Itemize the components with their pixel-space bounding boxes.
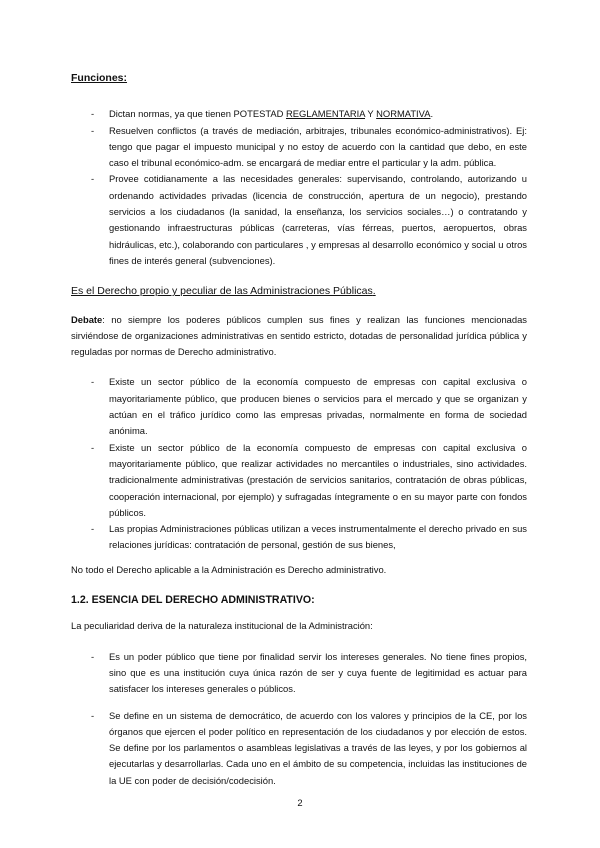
item-text: . (430, 108, 434, 120)
list-item: - Existe un sector público de la economía compuesto de empresas con capital exclusiva o mayoritariamente público, que realizar actividades no mercantiles o industriales, sino actividades. tradicionalmente administrativas (prestación de servicios sanitarios, contratación de obras públicas, cooperación internacional, por ejemplo) y sufragadas íntegramente o en su mayor parte con fondos públicos. (71, 440, 527, 521)
closing-paragraph: No todo el Derecho aplicable a la Administración es Derecho administrativo. (71, 563, 387, 575)
list-item: - Las propias Administraciones públicas utilizan a veces instrumentalmente el derecho privado en sus relaciones jurídicas: contratación de personal, gestión de sus bienes, (71, 521, 527, 554)
heading-funciones: Funciones: (71, 72, 128, 84)
list-item: - Es un poder público que tiene por finalidad servir los intereses generales. No tiene fines propios, sino que es una institución cuya única razón de ser y cuya fuente de legitimidad es actuar para satisfacer los intereses generales o públicos. (71, 649, 527, 698)
item-text: Y (365, 108, 377, 120)
debate-text: : no siempre los poderes públicos cumplen sus fines y realizan las funciones mencionadas sirviéndose de organizaciones administrativas en sentido estricto, dotadas de personalidad jurídica pública y reguladas por normas de Derecho administrativo. (71, 313, 527, 358)
list-item (71, 106, 527, 122)
esencia-list (71, 649, 527, 789)
list-item: - Provee cotidianamente a las necesidades generales: supervisando, controlando, autorizando u ordenando actividades privadas (licencia de construcción, apertura de un negocio), prestando servicios a los ciudadanos (la sanidad, la enseñanza, los servicios sociales…) o contratando y gestionando infraestructuras públicas (carreteras, vías férreas, puertos, aeropuertos, obras hidráulicas, etc.), colaborando con particulares , y empresas al desarrollo económico y social u otros fines de interés general (subvenciones). (71, 171, 527, 269)
heading-period: . (372, 285, 376, 298)
funciones-list (71, 106, 527, 269)
list-item: - Existe un sector público de la economía compuesto de empresas con capital exclusiva o mayoritariamente público, que producen bienes o servicios para el mercado y que se organizan y actúan en el tráfico jurídico como las empresas privadas, normalmente en forma de sociedad anónima. (71, 374, 527, 439)
intro-paragraph: La peculiaridad deriva de la naturaleza institucional de la Administración: (71, 620, 373, 632)
debate-list (71, 374, 527, 553)
heading-text: Es el Derecho propio y peculiar de las Administraciones Públicas (71, 285, 373, 298)
list-item: - Resuelven conflictos (a través de mediación, arbitrajes, tribunales económico-administrativos). Ej: tengo que pagar el impuesto municipal y no estoy de acuerdo con la cantidad que debo, en este caso el tribunal económico-adm. se encargará de mediar entre el particular y la adm. pública. (71, 123, 527, 172)
heading-derecho-propio (71, 283, 527, 299)
debate-label: Debate (71, 313, 103, 325)
page-number: 2 (297, 797, 303, 808)
heading-esencia: 1.2. ESENCIA DEL DERECHO ADMINISTRATIVO: (71, 594, 315, 607)
underlined-term: REGLAMENTARIA (285, 108, 365, 120)
page-content (71, 70, 527, 789)
item-text: Dictan normas, ya que tienen POTESTAD (109, 108, 286, 120)
list-item: - Se define en un sistema de democrático, de acuerdo con los valores y principios de la CE, por los órganos que ejercen el poder político en representación de los ciudadanos y por elección de estos. Se define por los parlamentos o asambleas legislativas a través de las leyes, y por los gobiernos al ejecutarlas y desarrollarlas. Cada uno en el ámbito de su competencia, incluidas las instituciones de la UE con poder de decisión/codecisión. (71, 708, 527, 789)
debate-paragraph (71, 312, 527, 361)
underlined-term: NORMATIVA (376, 108, 431, 120)
